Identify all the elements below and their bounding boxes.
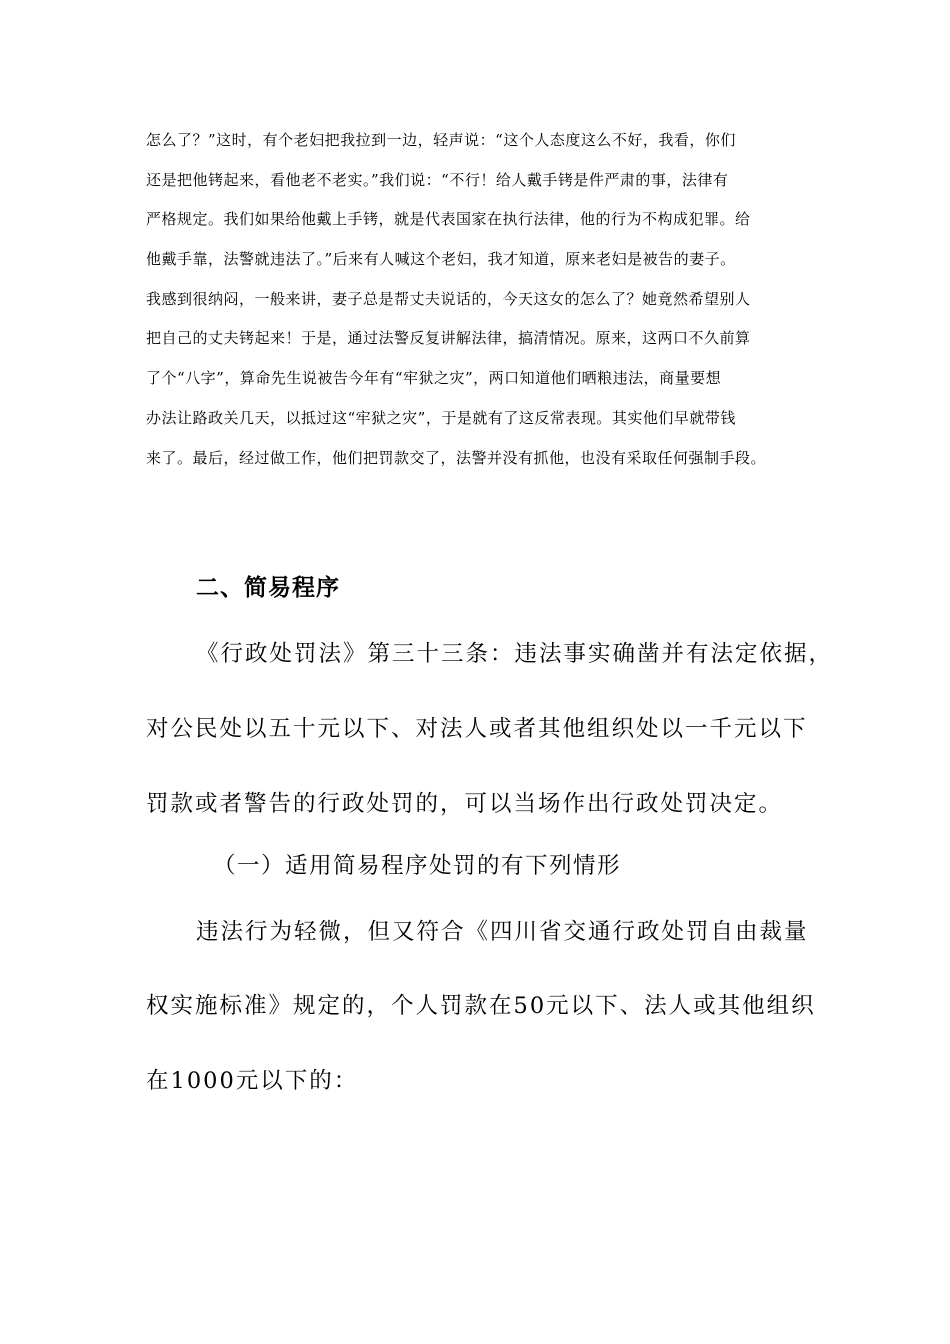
story-line: 严格规定。我们如果给他戴上手铐，就是代表国家在执行法律，他的行为不构成犯罪。给 [146, 210, 751, 229]
case-line: 在1000元以下的： [146, 1068, 359, 1094]
law-line: 《行政处罚法》第三十三条：违法事实确凿并有法定依据， [196, 641, 834, 667]
story-paragraph [146, 121, 811, 478]
story-line: 办法让路政关几天，以抵过这“牢狱之灾”，于是就有了这反常表现。其实他们早就带钱 [146, 408, 736, 427]
story-line: 还是把他铐起来，看他老不老实。”我们说：“不行！给人戴手铐是件严肃的事，法律有 [146, 170, 729, 189]
story-line: 了个“八字”，算命先生说被告今年有“牢狱之灾”，两口知道他们晒粮违法，商量要想 [146, 369, 722, 388]
subheading: （一）适用简易程序处罚的有下列情形 [213, 853, 622, 879]
story-line: 怎么了？”这时，有个老妇把我拉到一边，轻声说：“这个人态度这么不好，我看，你们 [146, 131, 736, 149]
law-line: 罚款或者警告的行政处罚的，可以当场作出行政处罚决定。 [146, 791, 784, 817]
case-line: 权实施标准》规定的，个人罚款在50元以下、法人或其他组织 [146, 993, 816, 1019]
section-heading: 二、简易程序 [196, 575, 340, 601]
case-line: 违法行为轻微，但又符合《四川省交通行政处罚自由裁量 [196, 919, 809, 945]
story-line: 把自己的丈夫铐起来！于是，通过法警反复讲解法律，搞清情况。原来，这两口不久前算 [146, 329, 751, 348]
law-line: 对公民处以五十元以下、对法人或者其他组织处以一千元以下 [146, 716, 808, 742]
story-line: 他戴手靠，法警就违法了。”后来有人喊这个老妇，我才知道，原来老妇是被告的妻子。 [146, 250, 736, 269]
story-line: 来了。最后，经过做工作，他们把罚款交了，法警并没有抓他，也没有采取任何强制手段。 [146, 448, 767, 467]
story-line: 我感到很纳闷，一般来讲，妻子总是帮丈夫说话的，今天这女的怎么了？她竟然希望别人 [146, 289, 751, 308]
